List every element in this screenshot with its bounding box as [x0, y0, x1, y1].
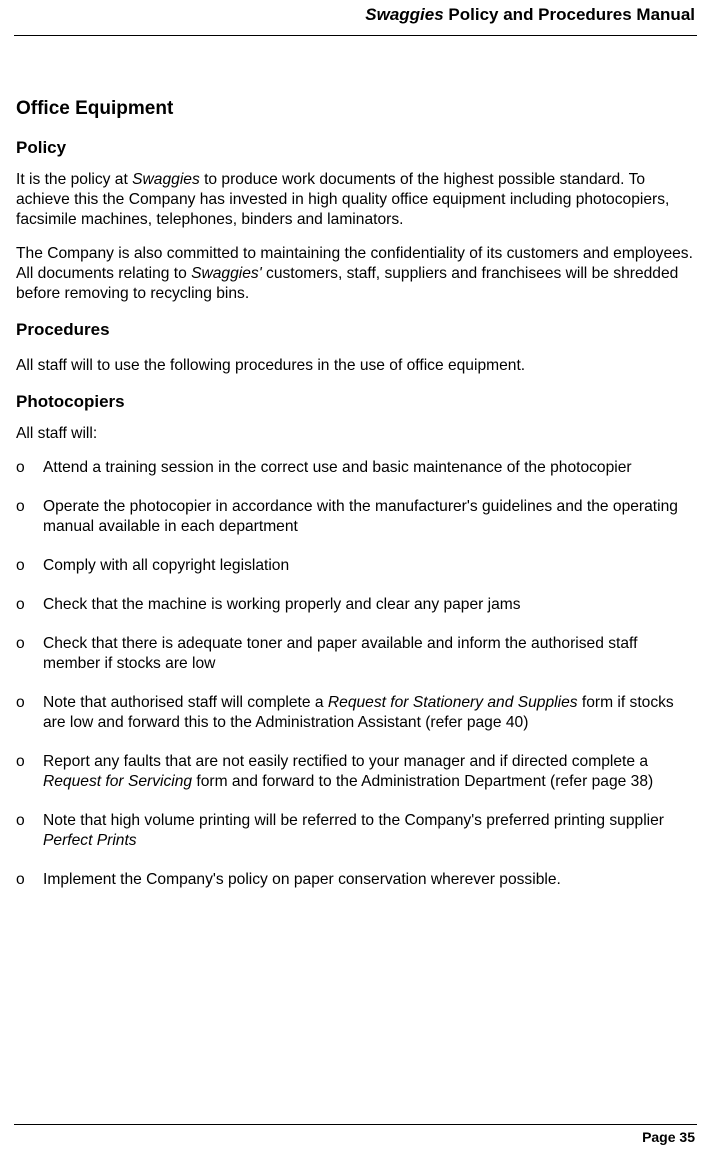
list-item: o Note that high volume printing will be referred to the Company's preferred printing supplier Perfect Prints [16, 812, 664, 849]
photocopier-procedure-list [16, 458, 696, 890]
policy-paragraph-2: The Company is also committed to maintaining the confidentiality of its customers and employees. All documents relating to Swaggies' customers, staff, suppliers and franchisees will be shredded before removing to recycling bins. [16, 245, 693, 302]
header-manual-title: Policy and Procedures Manual [448, 5, 695, 24]
page-number: Page 35 [642, 1129, 695, 1145]
bullet-marker: o [16, 812, 25, 829]
document-body [16, 96, 696, 909]
policy-heading: Policy [16, 138, 67, 157]
bullet-marker: o [16, 694, 25, 711]
list-item: o Note that authorised staff will complete a Request for Stationery and Supplies form if stocks are low and forward this to the Administration Assistant (refer page 40) [16, 694, 674, 731]
policy-paragraph-1: It is the policy at Swaggies to produce work documents of the highest possible standard. To achieve this the Company has invested in high quality office equipment including photocopiers, facsimile machines, telephones, binders and laminators. [16, 171, 670, 228]
list-item: o Report any faults that are not easily rectified to your manager and if directed complete a Request for Servicing form and forward to the Administration Department (refer page 38) [16, 753, 654, 790]
bullet-marker: o [16, 557, 25, 574]
header-brand: Swaggies [365, 5, 444, 24]
header-title [14, 4, 697, 26]
photocopiers-intro: All staff will: [16, 425, 98, 442]
page-header [14, 4, 697, 36]
procedures-heading: Procedures [16, 320, 110, 339]
bullet-marker: o [16, 498, 25, 515]
list-item: o Operate the photocopier in accordance with the manufacturer's guidelines and the operating manual available in each department [16, 498, 678, 535]
bullet-marker: o [16, 871, 25, 888]
list-item: o Check that there is adequate toner and paper available and inform the authorised staff member if stocks are low [16, 635, 638, 672]
section-title: Office Equipment [16, 98, 174, 119]
list-item: o Attend a training session in the correct use and basic maintenance of the photocopier [16, 459, 632, 476]
page-footer [14, 1124, 697, 1145]
bullet-marker: o [16, 459, 25, 476]
list-item: o Comply with all copyright legislation [16, 557, 290, 574]
list-item: o Check that the machine is working properly and clear any paper jams [16, 596, 521, 613]
bullet-marker: o [16, 753, 25, 770]
photocopiers-heading: Photocopiers [16, 392, 125, 411]
procedures-intro: All staff will to use the following procedures in the use of office equipment. [16, 357, 526, 374]
bullet-marker: o [16, 596, 25, 613]
bullet-marker: o [16, 635, 25, 652]
list-item: o Implement the Company's policy on paper conservation wherever possible. [16, 871, 561, 888]
